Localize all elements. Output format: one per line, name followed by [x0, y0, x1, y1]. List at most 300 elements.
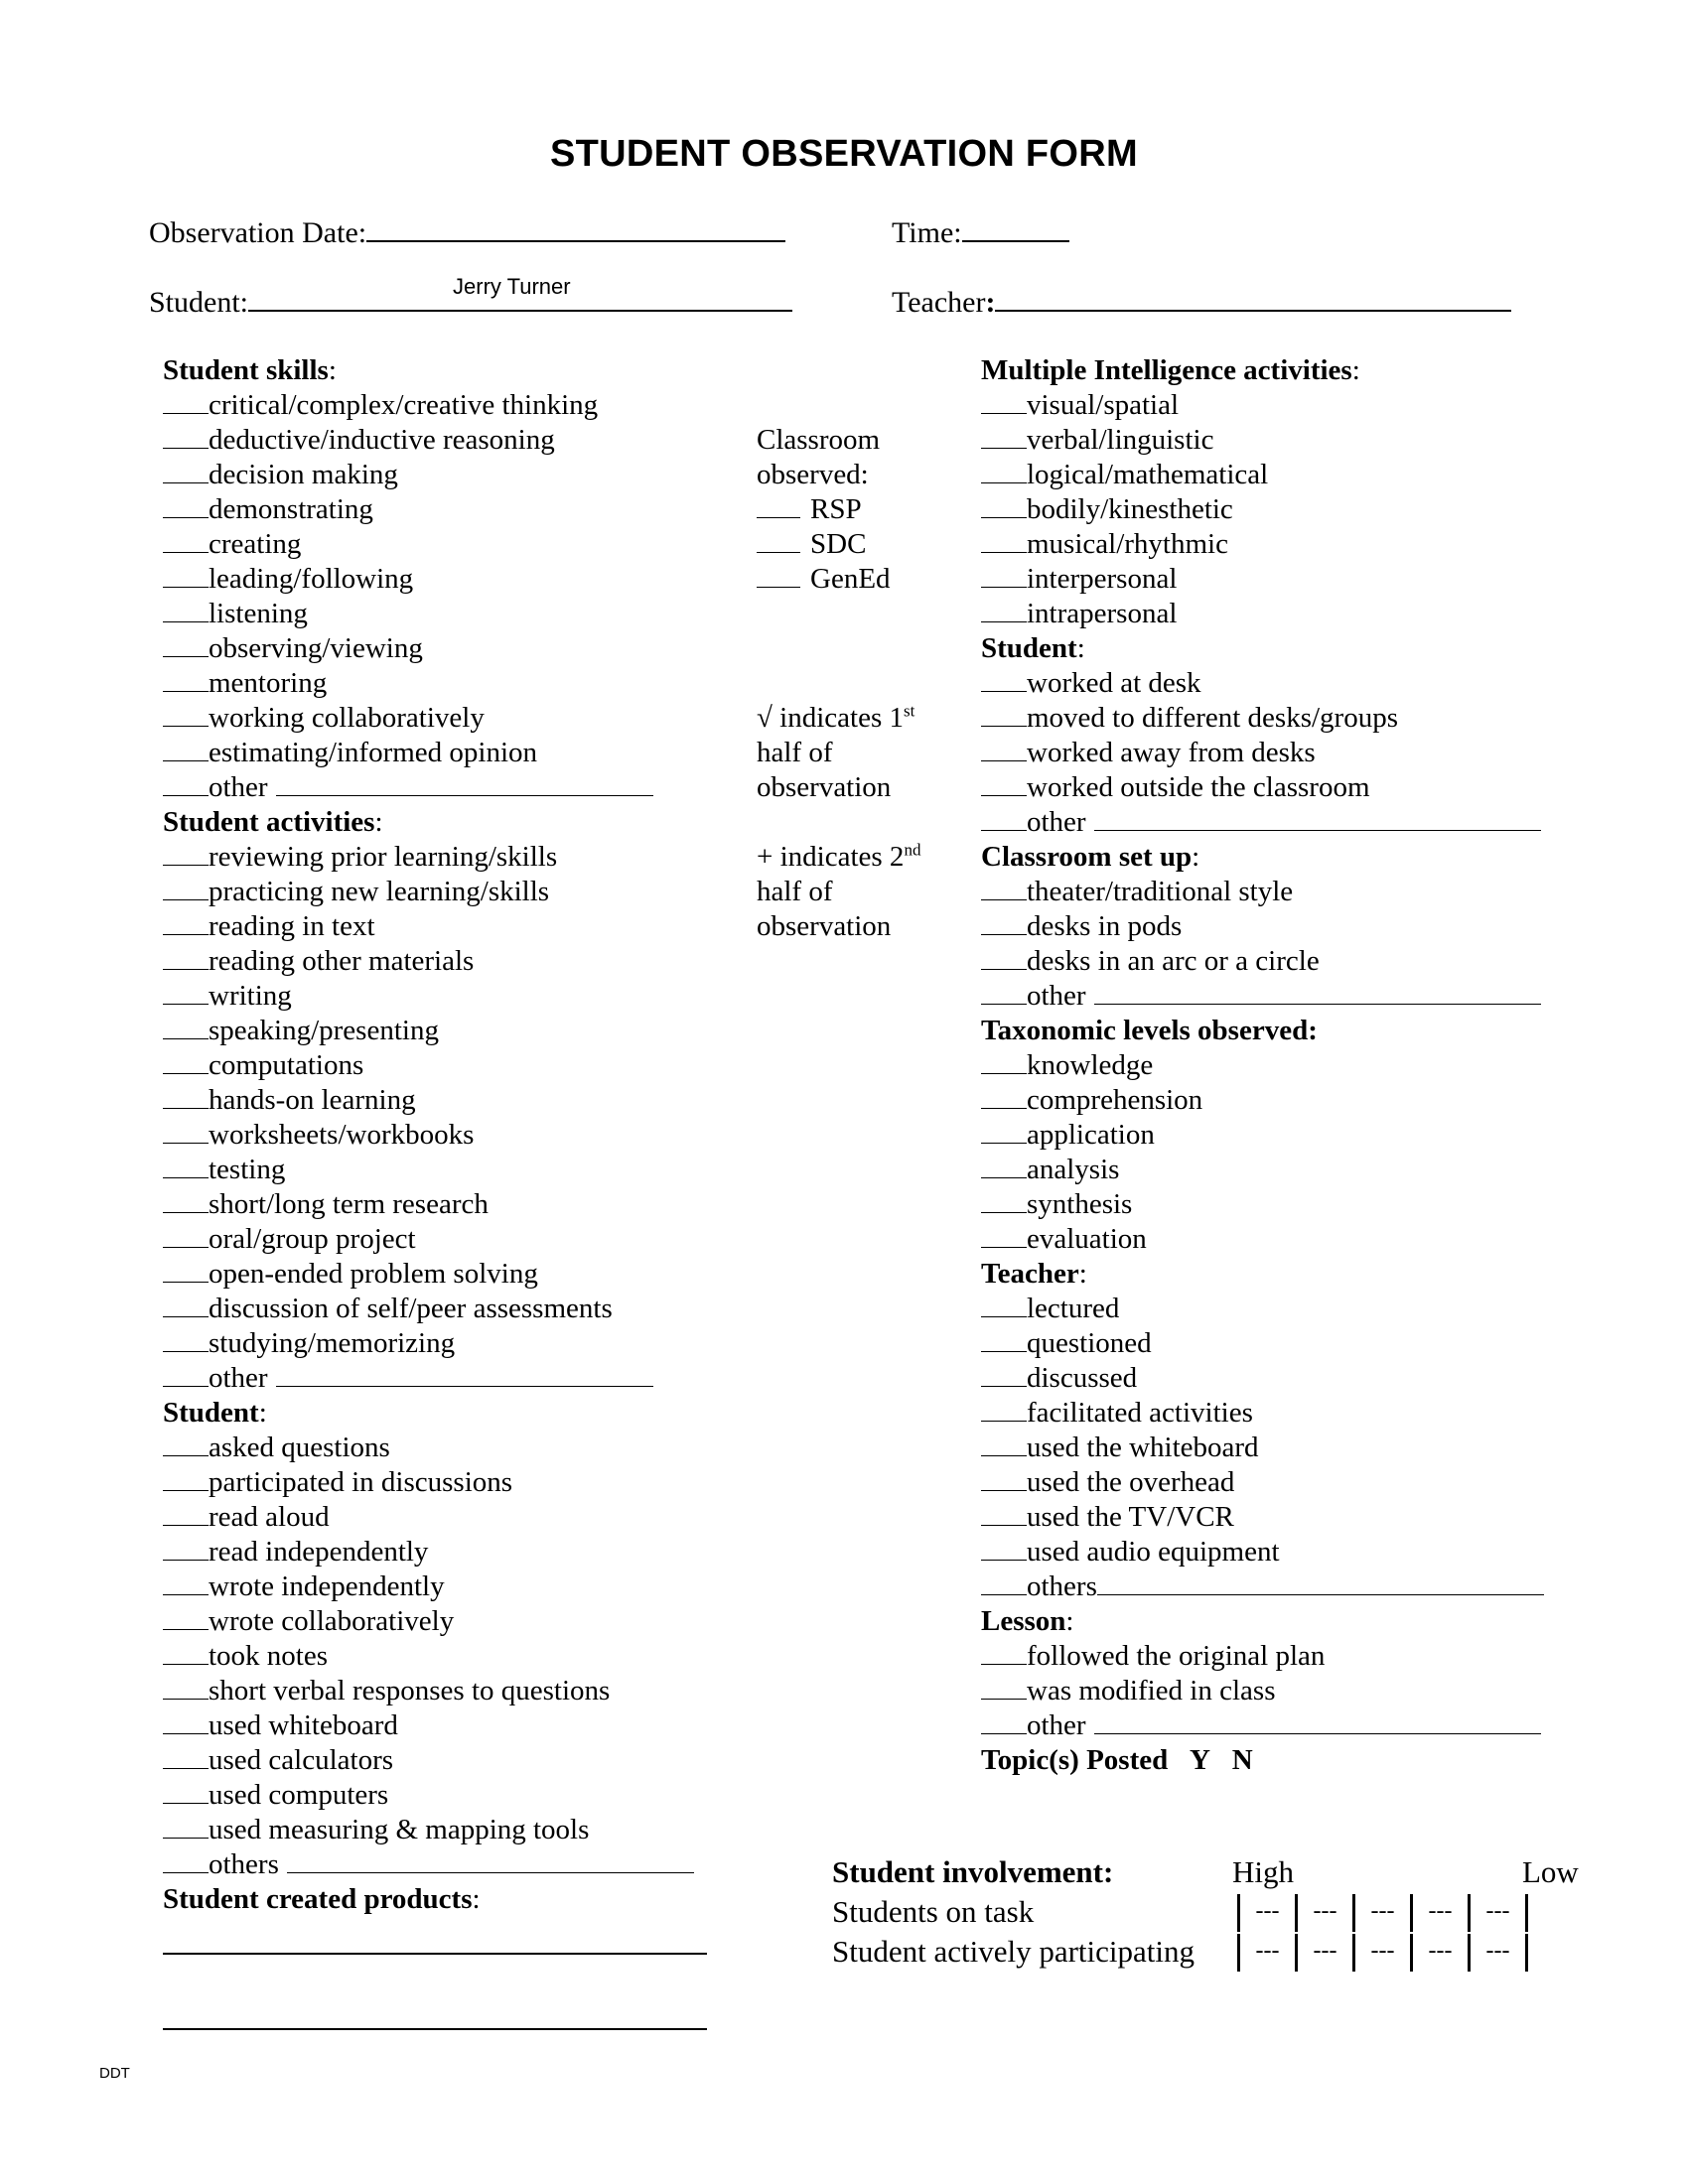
list-item[interactable]	[163, 701, 694, 736]
other-text-line[interactable]	[1094, 980, 1541, 1005]
checkbox-blank[interactable]	[757, 493, 800, 518]
checkbox-blank[interactable]	[163, 424, 209, 449]
products-heading: Student created products	[163, 1883, 473, 1915]
scale-cell[interactable]: ---	[1468, 1894, 1528, 1932]
checkbox-blank[interactable]	[981, 1084, 1027, 1109]
item-label: studying/memorizing	[209, 1327, 456, 1359]
item-label: other	[1027, 980, 1086, 1012]
list-item-other[interactable]	[981, 1708, 1544, 1743]
list-item[interactable]	[163, 527, 694, 562]
list-item[interactable]	[163, 944, 694, 979]
teacher-heading: Teacher	[981, 1258, 1079, 1290]
checkbox-blank[interactable]	[163, 1188, 209, 1213]
option-label: GenEd	[810, 563, 891, 595]
item-label: discussion of self/peer assessments	[209, 1293, 613, 1324]
list-item[interactable]	[981, 944, 1544, 979]
checkbox-blank[interactable]	[981, 1432, 1027, 1456]
involvement-heading: Student involvement:	[832, 1854, 1114, 1889]
list-item[interactable]	[981, 492, 1544, 527]
item-label: desks in an arc or a circle	[1027, 945, 1320, 977]
list-item[interactable]	[981, 666, 1544, 701]
item-label: was modified in class	[1027, 1675, 1276, 1706]
list-item[interactable]	[163, 1465, 694, 1500]
checkbox-blank[interactable]	[981, 1119, 1027, 1144]
list-item-other[interactable]	[163, 1361, 694, 1396]
item-label: wrote independently	[209, 1570, 445, 1602]
item-label: estimating/informed opinion	[209, 737, 538, 768]
list-item[interactable]	[163, 1187, 694, 1222]
products-line-1[interactable]	[163, 1953, 707, 1955]
checkbox-blank[interactable]	[163, 910, 209, 935]
list-item[interactable]	[163, 1813, 694, 1847]
list-item[interactable]	[981, 1222, 1544, 1257]
option-sdc[interactable]	[757, 527, 891, 562]
list-item[interactable]	[163, 1014, 694, 1048]
checkbox-blank[interactable]	[163, 1848, 209, 1873]
list-item[interactable]	[981, 701, 1544, 736]
involvement-high-label: High	[1232, 1854, 1294, 1889]
item-label: read aloud	[209, 1501, 330, 1533]
other-text-line[interactable]	[276, 771, 653, 796]
classroom-label-1: Classroom	[757, 424, 881, 456]
list-item[interactable]	[163, 458, 694, 492]
list-item[interactable]	[981, 527, 1544, 562]
checkbox-blank[interactable]	[163, 598, 209, 622]
item-label: open-ended problem solving	[209, 1258, 538, 1290]
checkbox-blank[interactable]	[163, 1327, 209, 1352]
checkbox-blank[interactable]	[981, 459, 1027, 483]
time-field[interactable]	[892, 214, 1069, 250]
checkbox-blank[interactable]	[163, 945, 209, 970]
checkbox-blank[interactable]	[163, 1779, 209, 1804]
checkbox-blank[interactable]	[163, 1675, 209, 1700]
other-text-line[interactable]	[1094, 1709, 1541, 1734]
checkbox-blank[interactable]	[163, 1084, 209, 1109]
item-label: theater/traditional style	[1027, 876, 1294, 907]
checkbox-blank[interactable]	[163, 771, 209, 796]
item-label: used computers	[209, 1779, 389, 1811]
checkbox-blank[interactable]	[757, 563, 800, 588]
observation-date-line[interactable]	[366, 214, 785, 242]
list-item[interactable]	[163, 1326, 694, 1361]
checkbox-blank[interactable]	[163, 737, 209, 761]
item-label: application	[1027, 1119, 1155, 1151]
legend-check	[757, 701, 914, 805]
checkbox-blank[interactable]	[981, 1397, 1027, 1422]
item-label: other	[1027, 1709, 1086, 1741]
list-item[interactable]	[981, 1396, 1544, 1431]
item-label: speaking/presenting	[209, 1015, 439, 1046]
checkbox-blank[interactable]	[163, 876, 209, 900]
list-item-other[interactable]	[981, 805, 1544, 840]
checkbox-blank[interactable]	[981, 528, 1027, 553]
item-label: observing/viewing	[209, 632, 423, 664]
item-label: facilitated activities	[1027, 1397, 1253, 1429]
item-label: musical/rhythmic	[1027, 528, 1228, 560]
student-location-heading: Student	[981, 632, 1077, 664]
list-item[interactable]	[163, 1500, 694, 1535]
topics-posted-label: Topic(s) Posted	[981, 1744, 1169, 1776]
item-label: others	[209, 1848, 279, 1880]
scale-cell[interactable]: ---	[1352, 1934, 1410, 1972]
item-label: deductive/inductive reasoning	[209, 424, 555, 456]
observation-date-label: Observation Date:	[149, 216, 367, 249]
list-item[interactable]	[163, 1431, 694, 1465]
checkbox-blank[interactable]	[981, 1709, 1027, 1734]
other-text-line[interactable]	[1094, 806, 1541, 831]
checkbox-blank[interactable]	[163, 1570, 209, 1595]
item-label: working collaboratively	[209, 702, 485, 734]
item-label: asked questions	[209, 1432, 390, 1463]
checkbox-blank[interactable]	[981, 910, 1027, 935]
list-item[interactable]	[981, 1535, 1544, 1570]
item-label: other	[209, 771, 268, 803]
activities-heading: Student activities	[163, 806, 375, 838]
list-item[interactable]	[981, 1118, 1544, 1153]
form-title: STUDENT OBSERVATION FORM	[550, 133, 1138, 175]
checkbox-blank[interactable]	[163, 1605, 209, 1630]
checkbox-blank[interactable]	[981, 1570, 1027, 1595]
checkbox-blank[interactable]	[163, 1049, 209, 1074]
checkbox-blank[interactable]	[163, 841, 209, 866]
item-label: interpersonal	[1027, 563, 1178, 595]
legend-check-line-2: half of	[757, 737, 833, 768]
item-label: bodily/kinesthetic	[1027, 493, 1233, 525]
option-label: RSP	[810, 493, 862, 525]
list-item-other[interactable]	[163, 770, 694, 805]
checkbox-blank[interactable]	[163, 1432, 209, 1456]
scale-cell[interactable]: ---	[1410, 1894, 1468, 1932]
checkbox-blank[interactable]	[163, 1744, 209, 1769]
setup-heading: Classroom set up	[981, 841, 1193, 873]
option-gened[interactable]	[757, 562, 891, 597]
item-label: questioned	[1027, 1327, 1152, 1359]
list-item[interactable]	[981, 1083, 1544, 1118]
legend-plus-line-3: observation	[757, 910, 892, 942]
list-item[interactable]	[163, 1118, 694, 1153]
list-item[interactable]	[163, 840, 694, 875]
list-item[interactable]	[981, 1500, 1544, 1535]
list-item[interactable]	[981, 562, 1544, 597]
list-item[interactable]	[981, 458, 1544, 492]
item-label: other	[209, 1362, 268, 1394]
list-item[interactable]	[981, 1431, 1544, 1465]
taxonomy-heading: Taxonomic levels observed:	[981, 1015, 1318, 1046]
list-item[interactable]	[981, 875, 1544, 909]
scale-cell[interactable]: ---	[1237, 1934, 1295, 1972]
teacher-line[interactable]	[995, 284, 1511, 312]
topics-yes-option[interactable]: Y	[1190, 1744, 1210, 1776]
list-item[interactable]	[981, 1048, 1544, 1083]
list-item[interactable]	[163, 1639, 694, 1674]
checkbox-blank[interactable]	[981, 1675, 1027, 1700]
scale-cell[interactable]: ---	[1237, 1894, 1295, 1932]
list-item[interactable]	[163, 1292, 694, 1326]
checkbox-blank[interactable]	[163, 1293, 209, 1317]
checkbox-blank[interactable]	[163, 493, 209, 518]
teacher-label: Teacher	[892, 286, 986, 319]
list-item[interactable]	[981, 736, 1544, 770]
setup-heading-row: Classroom set up:	[981, 841, 1200, 873]
checkbox-blank[interactable]	[981, 1362, 1027, 1387]
list-item[interactable]	[163, 909, 694, 944]
left-column	[163, 353, 694, 1917]
scale-cell[interactable]: ---	[1295, 1934, 1352, 1972]
checkbox-blank[interactable]	[981, 1536, 1027, 1561]
list-item[interactable]	[163, 1257, 694, 1292]
checkbox-blank[interactable]	[163, 1640, 209, 1665]
mi-heading-row: Multiple Intelligence activities:	[981, 354, 1360, 386]
participation-scale	[1237, 1934, 1528, 1972]
checkbox-blank[interactable]	[163, 702, 209, 727]
products-heading-row: Student created products:	[163, 1883, 481, 1915]
checkbox-blank[interactable]	[163, 1015, 209, 1039]
item-label: demonstrating	[209, 493, 373, 525]
checkbox-blank[interactable]	[163, 389, 209, 414]
student-location-heading-row: Student:	[981, 632, 1085, 664]
student-heading-row: Student:	[163, 1397, 267, 1429]
list-item[interactable]	[163, 1153, 694, 1187]
item-label: analysis	[1027, 1154, 1120, 1185]
legend-check-line-1	[757, 701, 914, 736]
checkbox-blank[interactable]	[981, 702, 1027, 727]
list-item[interactable]	[981, 770, 1544, 805]
checkbox-blank[interactable]	[757, 528, 800, 553]
list-item[interactable]	[981, 1326, 1544, 1361]
list-item-other[interactable]	[981, 979, 1544, 1014]
right-column	[981, 353, 1544, 1778]
legend-plus	[757, 840, 920, 944]
legend-plus-line-1	[757, 840, 920, 875]
checkbox-blank[interactable]	[981, 806, 1027, 831]
observation-date-field[interactable]	[149, 214, 785, 250]
student-name-value: Jerry Turner	[453, 274, 571, 299]
other-text-line[interactable]	[276, 1362, 653, 1387]
checkbox-blank[interactable]	[163, 1466, 209, 1491]
list-item[interactable]	[163, 736, 694, 770]
footer-code: DDT	[99, 2065, 130, 2082]
checkbox-blank[interactable]	[981, 1501, 1027, 1526]
item-label: evaluation	[1027, 1223, 1147, 1255]
checkbox-blank[interactable]	[981, 563, 1027, 588]
list-item[interactable]	[163, 562, 694, 597]
involvement-row-on-task: Students on task	[832, 1894, 1035, 1929]
other-text-line[interactable]	[287, 1848, 694, 1873]
checkbox-blank[interactable]	[163, 632, 209, 657]
legend-plus-sup: nd	[904, 840, 921, 860]
legend-check-line-3: observation	[757, 771, 892, 803]
item-label: synthesis	[1027, 1188, 1133, 1220]
student-label: Student:	[149, 286, 249, 319]
list-item[interactable]	[981, 909, 1544, 944]
item-label: used the whiteboard	[1027, 1432, 1259, 1463]
list-item[interactable]	[163, 875, 694, 909]
teacher-colon: :	[985, 286, 996, 319]
list-item-other[interactable]	[163, 1847, 694, 1882]
list-item[interactable]	[981, 597, 1544, 631]
time-line[interactable]	[962, 214, 1069, 242]
student-field[interactable]	[149, 274, 792, 320]
teacher-field[interactable]	[892, 284, 1511, 320]
activities-heading-row: Student activities:	[163, 806, 383, 838]
item-label: short/long term research	[209, 1188, 489, 1220]
scale-cell[interactable]: ---	[1468, 1934, 1528, 1972]
item-label: logical/mathematical	[1027, 459, 1269, 490]
item-label: worked at desk	[1027, 667, 1201, 699]
item-label: practicing new learning/skills	[209, 876, 550, 907]
lesson-heading-row: Lesson:	[981, 1605, 1074, 1637]
option-rsp[interactable]	[757, 492, 891, 527]
checkbox-blank[interactable]	[981, 1223, 1027, 1248]
list-item[interactable]	[981, 1187, 1544, 1222]
item-label: used audio equipment	[1027, 1536, 1280, 1568]
student-line[interactable]	[248, 274, 792, 312]
list-item[interactable]	[981, 1361, 1544, 1396]
list-item[interactable]	[981, 1674, 1544, 1708]
checkbox-blank[interactable]	[981, 389, 1027, 414]
list-item[interactable]	[981, 423, 1544, 458]
involvement-low-label: Low	[1522, 1854, 1579, 1889]
item-label: writing	[209, 980, 292, 1012]
list-item[interactable]	[163, 666, 694, 701]
checkbox-blank[interactable]	[163, 1814, 209, 1839]
list-item[interactable]	[163, 423, 694, 458]
checkbox-blank[interactable]	[981, 945, 1027, 970]
skills-heading-row: Student skills:	[163, 354, 337, 386]
item-label: used the TV/VCR	[1027, 1501, 1234, 1533]
topics-posted-row	[981, 1743, 1544, 1778]
list-item[interactable]	[163, 979, 694, 1014]
list-item-other[interactable]	[981, 1570, 1544, 1604]
list-item[interactable]	[163, 1083, 694, 1118]
item-label: mentoring	[209, 667, 328, 699]
list-item[interactable]	[981, 1465, 1544, 1500]
item-label: critical/complex/creative thinking	[209, 389, 599, 421]
item-label: decision making	[209, 459, 398, 490]
checkbox-blank[interactable]	[163, 1258, 209, 1283]
checkbox-blank[interactable]	[981, 424, 1027, 449]
time-label: Time:	[892, 216, 962, 249]
item-label: comprehension	[1027, 1084, 1203, 1116]
teacher-heading-row: Teacher:	[981, 1258, 1087, 1290]
scale-cell[interactable]: ---	[1352, 1894, 1410, 1932]
checkbox-blank[interactable]	[981, 1154, 1027, 1178]
list-item[interactable]	[163, 1048, 694, 1083]
checkbox-blank[interactable]	[163, 667, 209, 692]
checkbox-blank[interactable]	[981, 980, 1027, 1005]
item-label: hands-on learning	[209, 1084, 416, 1116]
checkbox-blank[interactable]	[163, 1709, 209, 1734]
list-item[interactable]	[163, 1222, 694, 1257]
checkbox-blank[interactable]	[163, 1536, 209, 1561]
item-label: other	[1027, 806, 1086, 838]
products-line-2[interactable]	[163, 2028, 707, 2030]
item-label: used the overhead	[1027, 1466, 1235, 1498]
checkbox-blank[interactable]	[163, 1119, 209, 1144]
taxonomy-heading-row	[981, 1014, 1544, 1048]
checkbox-blank[interactable]	[981, 1466, 1027, 1491]
checkbox-blank[interactable]	[981, 598, 1027, 622]
checkbox-blank[interactable]	[981, 876, 1027, 900]
other-text-line[interactable]	[1097, 1570, 1544, 1595]
list-item[interactable]	[163, 492, 694, 527]
item-label: verbal/linguistic	[1027, 424, 1214, 456]
checkbox-blank[interactable]	[981, 771, 1027, 796]
checkbox-blank[interactable]	[163, 1223, 209, 1248]
item-label: oral/group project	[209, 1223, 416, 1255]
item-label: computations	[209, 1049, 364, 1081]
checkbox-blank[interactable]	[981, 737, 1027, 761]
checkbox-blank[interactable]	[981, 1293, 1027, 1317]
list-item[interactable]	[981, 1292, 1544, 1326]
on-task-scale	[1237, 1894, 1528, 1932]
list-item[interactable]	[163, 1708, 694, 1743]
list-item[interactable]	[163, 1778, 694, 1813]
list-item[interactable]	[981, 388, 1544, 423]
item-label: wrote collaboratively	[209, 1605, 455, 1637]
list-item[interactable]	[981, 1639, 1544, 1674]
legend-check-text: √ indicates 1	[757, 702, 904, 734]
item-label: testing	[209, 1154, 286, 1185]
item-label: reading in text	[209, 910, 375, 942]
item-label: moved to different desks/groups	[1027, 702, 1398, 734]
item-label: took notes	[209, 1640, 329, 1672]
list-item[interactable]	[163, 388, 694, 423]
item-label: read independently	[209, 1536, 429, 1568]
checkbox-blank[interactable]	[981, 1049, 1027, 1074]
item-label: listening	[209, 598, 308, 629]
item-label: knowledge	[1027, 1049, 1154, 1081]
scale-cell[interactable]: ---	[1295, 1894, 1352, 1932]
item-label: reviewing prior learning/skills	[209, 841, 558, 873]
mi-heading: Multiple Intelligence activities	[981, 354, 1352, 386]
checkbox-blank[interactable]	[163, 528, 209, 553]
lesson-heading: Lesson	[981, 1605, 1066, 1637]
checkbox-blank[interactable]	[981, 493, 1027, 518]
item-label: desks in pods	[1027, 910, 1183, 942]
item-label: creating	[209, 528, 302, 560]
list-item[interactable]	[163, 1535, 694, 1570]
list-item[interactable]	[163, 597, 694, 631]
item-label: worksheets/workbooks	[209, 1119, 475, 1151]
checkbox-blank[interactable]	[163, 1501, 209, 1526]
list-item[interactable]	[163, 1743, 694, 1778]
item-label: intrapersonal	[1027, 598, 1178, 629]
list-item[interactable]	[163, 1674, 694, 1708]
scale-cell[interactable]: ---	[1410, 1934, 1468, 1972]
list-item[interactable]	[163, 1604, 694, 1639]
involvement-row-participating: Student actively participating	[832, 1934, 1196, 1969]
checkbox-blank[interactable]	[163, 980, 209, 1005]
skills-heading: Student skills	[163, 354, 329, 386]
list-item[interactable]	[163, 1570, 694, 1604]
list-item[interactable]	[981, 1153, 1544, 1187]
checkbox-blank[interactable]	[981, 1327, 1027, 1352]
checkbox-blank[interactable]	[981, 1188, 1027, 1213]
option-label: SDC	[810, 528, 867, 560]
checkbox-blank[interactable]	[981, 1640, 1027, 1665]
item-label: leading/following	[209, 563, 414, 595]
checkbox-blank[interactable]	[163, 459, 209, 483]
list-item[interactable]	[163, 631, 694, 666]
checkbox-blank[interactable]	[163, 1362, 209, 1387]
checkbox-blank[interactable]	[981, 667, 1027, 692]
classroom-label-2: observed:	[757, 459, 869, 490]
topics-no-option[interactable]: N	[1231, 1744, 1253, 1776]
student-heading: Student	[163, 1397, 259, 1429]
checkbox-blank[interactable]	[163, 563, 209, 588]
checkbox-blank[interactable]	[163, 1154, 209, 1178]
